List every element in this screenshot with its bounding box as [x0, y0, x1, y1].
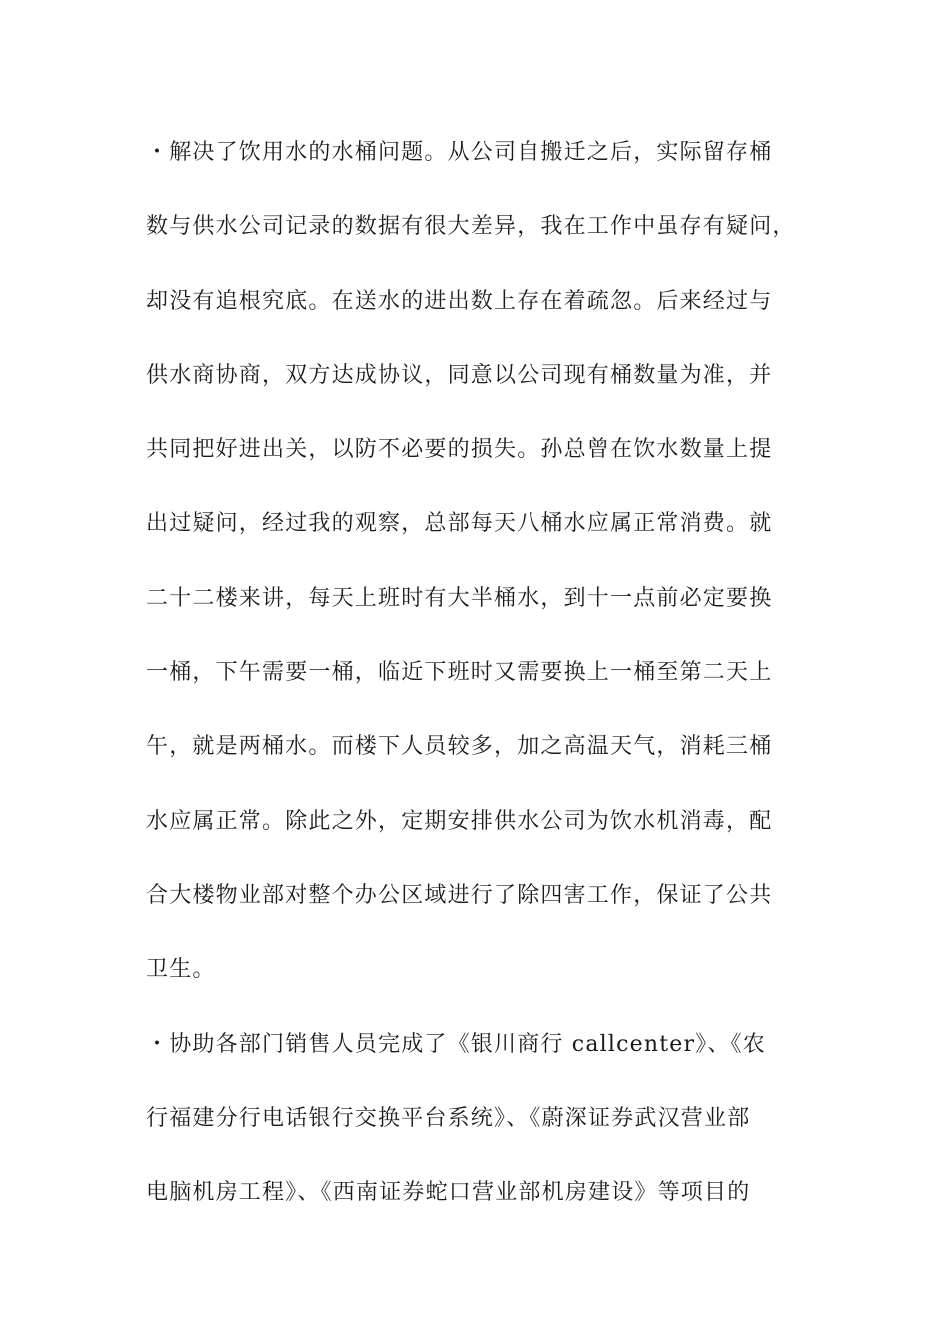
paragraph-line: 供水商协商，双方达成协议，同意以公司现有桶数量为准，并 [146, 362, 773, 388]
paragraph-line: 一桶，下午需要一桶，临近下班时又需要换上一桶至第二天上 [146, 660, 773, 686]
paragraph-line: 合大楼物业部对整个办公区域进行了除四害工作，保证了公共 [146, 882, 773, 908]
paragraph-line: 出过疑问，经过我的观察，总部每天八桶水应属正常消费。就 [146, 511, 773, 537]
paragraph-line: 共同把好进出关，以防不必要的损失。孙总曾在饮水数量上提 [146, 437, 773, 463]
paragraph-line: ・协助各部门销售人员完成了《银川商行 callcenter》、《农 [146, 1031, 766, 1057]
paragraph-line: 卫生。 [146, 957, 216, 983]
paragraph-line: 却没有追根究底。在送水的进出数上存在着疏忽。后来经过与 [146, 288, 773, 314]
paragraph-line: 数与供水公司记录的数据有很大差异，我在工作中虽存有疑问， [146, 214, 796, 240]
paragraph-line: 二十二楼来讲，每天上班时有大半桶水，到十一点前必定要换 [146, 585, 773, 611]
paragraph-line: 水应属正常。除此之外，定期安排供水公司为饮水机消毒，配 [146, 808, 773, 834]
paragraph-line: 行福建分行电话银行交换平台系统》、《蔚深证券武汉营业部 [146, 1105, 751, 1131]
paragraph-line: 电脑机房工程》、《西南证券蛇口营业部机房建设》等项目的 [146, 1180, 751, 1206]
paragraph-line: 午，就是两桶水。而楼下人员较多，加之高温天气，消耗三桶 [146, 734, 773, 760]
paragraph-line: ・解决了饮用水的水桶问题。从公司自搬迁之后，实际留存桶 [146, 140, 773, 165]
document-body [146, 131, 810, 1245]
